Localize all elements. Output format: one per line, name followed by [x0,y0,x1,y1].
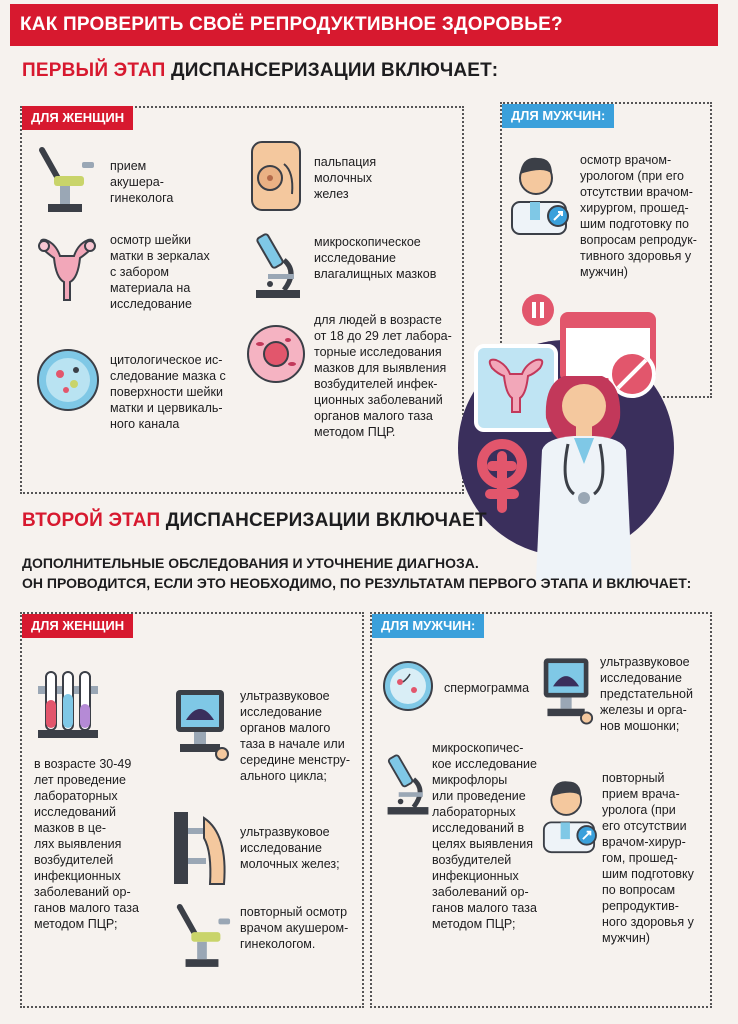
stage1-women-item-5: микроскопическое исследование влагалищных мазков [314,235,437,281]
gyn-chair-icon [34,142,96,214]
mammography-icon [170,808,232,888]
stage2-title-red: ВТОРОЙ ЭТАП [22,510,161,531]
doctor-female-illustration [456,288,674,580]
page-title: КАК ПРОВЕРИТЬ СВОЁ РЕПРОДУКТИВНОЕ ЗДОРОВЬЕ? [10,4,718,46]
stage2-women-item-1: в возрасте 30-49 лет проведение лабораторных исследований мазков в це- лях выявления возбудителей инфекционных заболеваний ор- ганов малого таза методом ПЦР; [34,757,139,931]
stage2-title [22,510,487,532]
stage1-title-red: ПЕРВЫЙ ЭТАП [22,60,166,81]
stage2-women-item-4: повторный осмотр врачом акушером- гинекологом. [240,905,349,951]
ultrasound-monitor-icon [540,654,594,728]
microscope-icon [250,226,306,300]
cell-icon [246,324,306,384]
stage2-subtitle-1: ДОПОЛНИТЕЛЬНЫЕ ОБСЛЕДОВАНИЯ И УТОЧНЕНИЕ ДИАГНОЗА. [22,555,479,571]
stage2-men-item-2: микроскопичес- кое исследование микрофлоры или проведение лабораторных исследований в целях выявления возбудителей инфекционных заболеваний ор- ганов малого таза методом ПЦР; [432,741,537,931]
stage1-title [22,60,498,82]
stage2-title-dark: ДИСПАНСЕРИЗАЦИИ ВКЛЮЧАЕТ [165,510,487,531]
stage2-women-item-3: ультразвуковое исследование молочных желез; [240,825,340,871]
petri-dish-icon [36,348,100,412]
stage1-men-tag: ДЛЯ МУЖЧИН: [502,104,614,128]
stage1-women-item-3: цитологическое ис- следование мазка с поверхности шейки матки и цервикаль- ного канала [110,353,226,431]
sperm-dish-icon [382,660,434,712]
stage2-subtitle-2: ОН ПРОВОДИТСЯ, ЕСЛИ ЭТО НЕОБХОДИМО, ПО РЕЗУЛЬТАТАМ ПЕРВОГО ЭТАПА И ВКЛЮЧАЕТ: [22,575,692,591]
doctor-male-icon [508,150,570,236]
test-tubes-icon [34,666,102,740]
stage2-men-item-1: спермограмма [444,681,530,695]
stage1-women-item-4: пальпация молочных желез [314,155,377,201]
ultrasound-monitor-icon [172,686,230,764]
stage2-women-item-2: ультразвуковое исследование органов малого таза в начале или середине менстру- ального цикла; [240,689,351,783]
stage1-women-item-6: для людей в возрасте от 18 до 29 лет лабора- торные исследования мазков для выявления возбудителей инфек- ционных заболеваний органов малого таза методом ПЦР. [314,313,452,439]
stage2-women-tag: ДЛЯ ЖЕНЩИН [22,614,133,638]
stage1-women-item-2: осмотр шейки матки в зеркалах с забором материала на исследование [110,233,210,311]
stage1-title-dark: ДИСПАНСЕРИЗАЦИИ ВКЛЮЧАЕТ: [171,60,499,81]
uterus-icon [36,234,98,304]
stage1-men-item-1: осмотр врачом- урологом (при его отсутствии врачом- хирургом, прошед- шим подготовку по вопросам репродук- тивного здоровья у мужчин) [580,153,697,279]
stage1-women-item-1: прием акушера- гинеколога [110,159,174,205]
stage1-women-tag: ДЛЯ ЖЕНЩИН [22,106,133,130]
stage2-men-item-4: повторный прием врача- уролога (при его отсутствии врачом-хирур- гом, прошед- шим подготовку по вопросам репродуктив- ного здоровья у мужчин) [602,771,694,945]
microscope-icon [382,746,434,818]
stage2-men-item-3: ультразвуковое исследование предстательной железы и орга- нов мошонки; [600,655,693,733]
breast-palpation-icon [248,138,304,214]
doctor-male-icon [540,774,598,854]
stage2-men-tag: ДЛЯ МУЖЧИН: [372,614,484,638]
gyn-chair-icon [172,898,232,970]
